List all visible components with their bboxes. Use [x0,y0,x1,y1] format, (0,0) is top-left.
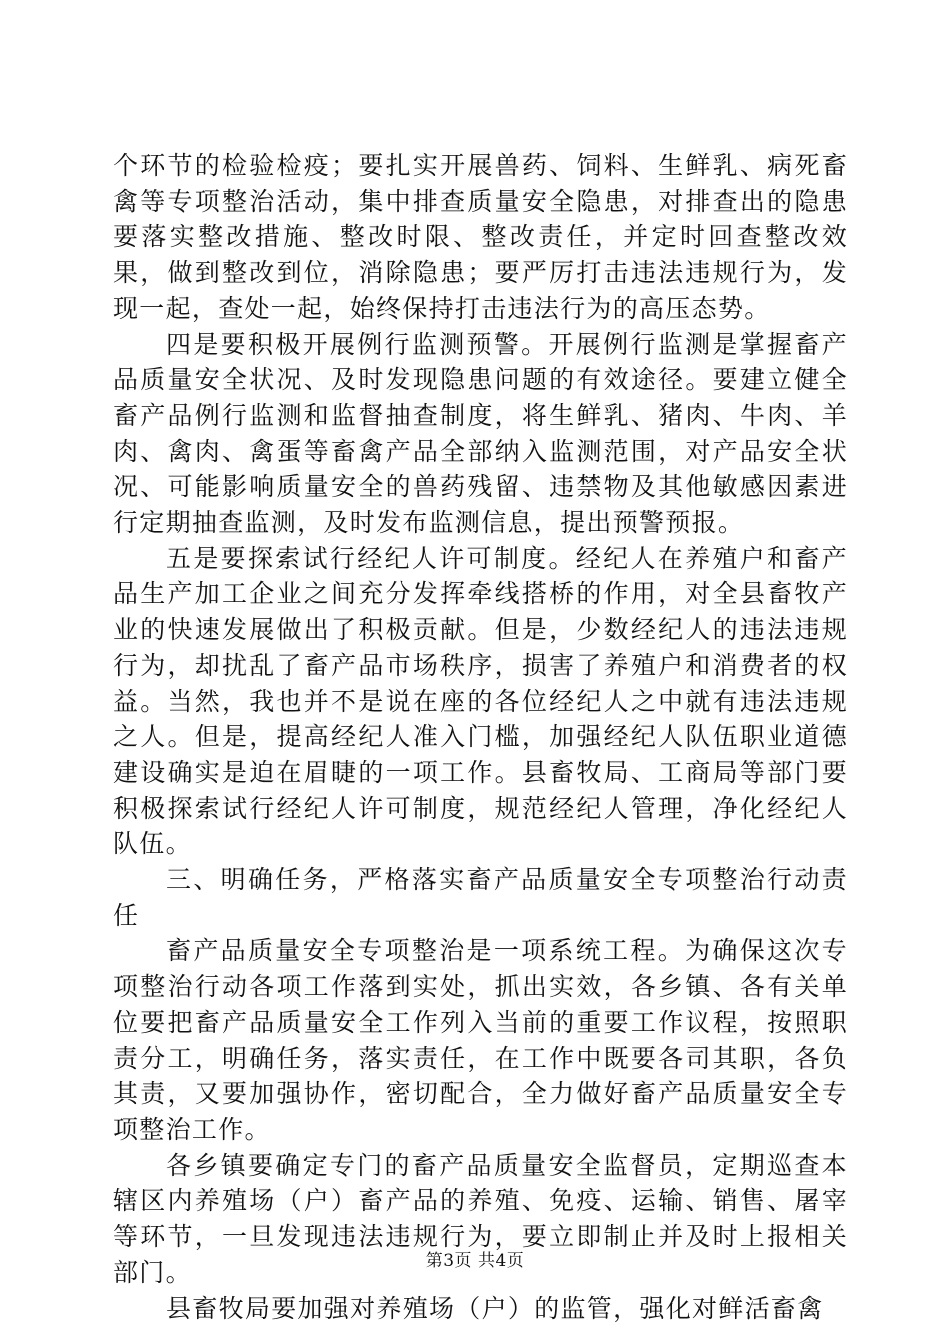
paragraph-broker-license: 五是要探索试行经纪人许可制度。经纪人在养殖户和畜产品生产加工企业之间充分发挥牵线搭桥的作用，对全县畜牧产业的快速发展做出了积极贡献。但是，少数经纪人的违法违规行为，却扰乱了畜产品市场秩序，损害了养殖户和消费者的权益。当然，我也并不是说在座的各位经纪人之中就有违法违规之人。但是，提高经纪人准入门槛，加强经纪人队伍职业道德建设确实是迫在眉睫的一项工作。县畜牧局、工商局等部门要积极探索试行经纪人许可制度，规范经纪人管理，净化经纪人队伍。 [113,543,848,859]
document-body [113,148,848,1326]
paragraph-livestock-bureau: 县畜牧局要加强对养殖场（户）的监管，强化对鲜活畜禽 [166,1293,824,1323]
section-heading-three: 三、明确任务，严格落实畜产品质量安全专项整治行动责任 [113,865,848,930]
page-number-footer: 第3页 共4页 [425,1251,525,1271]
paragraph-continuation: 个环节的检验检疫；要扎实开展兽药、饲料、生鲜乳、病死畜禽等专项整治活动，集中排查质量安全隐患，对排查出的隐患要落实整改措施、整改时限、整改责任，并定时回查整改效果，做到整改到位，消除隐患；要严厉打击违法违规行为，发现一起，查处一起，始终保持打击违法行为的高压态势。 [113,151,848,323]
paragraph-township-supervisors: 各乡镇要确定专门的畜产品质量安全监督员，定期巡查本辖区内养殖场（户）畜产品的养殖、免疫、运输、销售、屠宰等环节，一旦发现违法违规行为，要立即制止并及时上报相关部门。 [113,1150,848,1287]
paragraph-system-project: 畜产品质量安全专项整治是一项系统工程。为确保这次专项整治行动各项工作落到实处，抓出实效，各乡镇、各有关单位要把畜产品质量安全工作列入当前的重要工作议程，按照职责分工，明确任务，落实责任，在工作中既要各司其职，各负其责，又要加强协作，密切配合，全力做好畜产品质量安全专项整治工作。 [113,936,848,1144]
paragraph-monitoring: 四是要积极开展例行监测预警。开展例行监测是掌握畜产品质量安全状况、及时发现隐患问题的有效途径。要建立健全畜产品例行监测和监督抽查制度，将生鲜乳、猪肉、牛肉、羊肉、禽肉、禽蛋等畜禽产品全部纳入监测范围，对产品安全状况、可能影响质量安全的兽药残留、违禁物及其他敏感因素进行定期抽查监测，及时发布监测信息，提出预警预报。 [113,329,848,538]
